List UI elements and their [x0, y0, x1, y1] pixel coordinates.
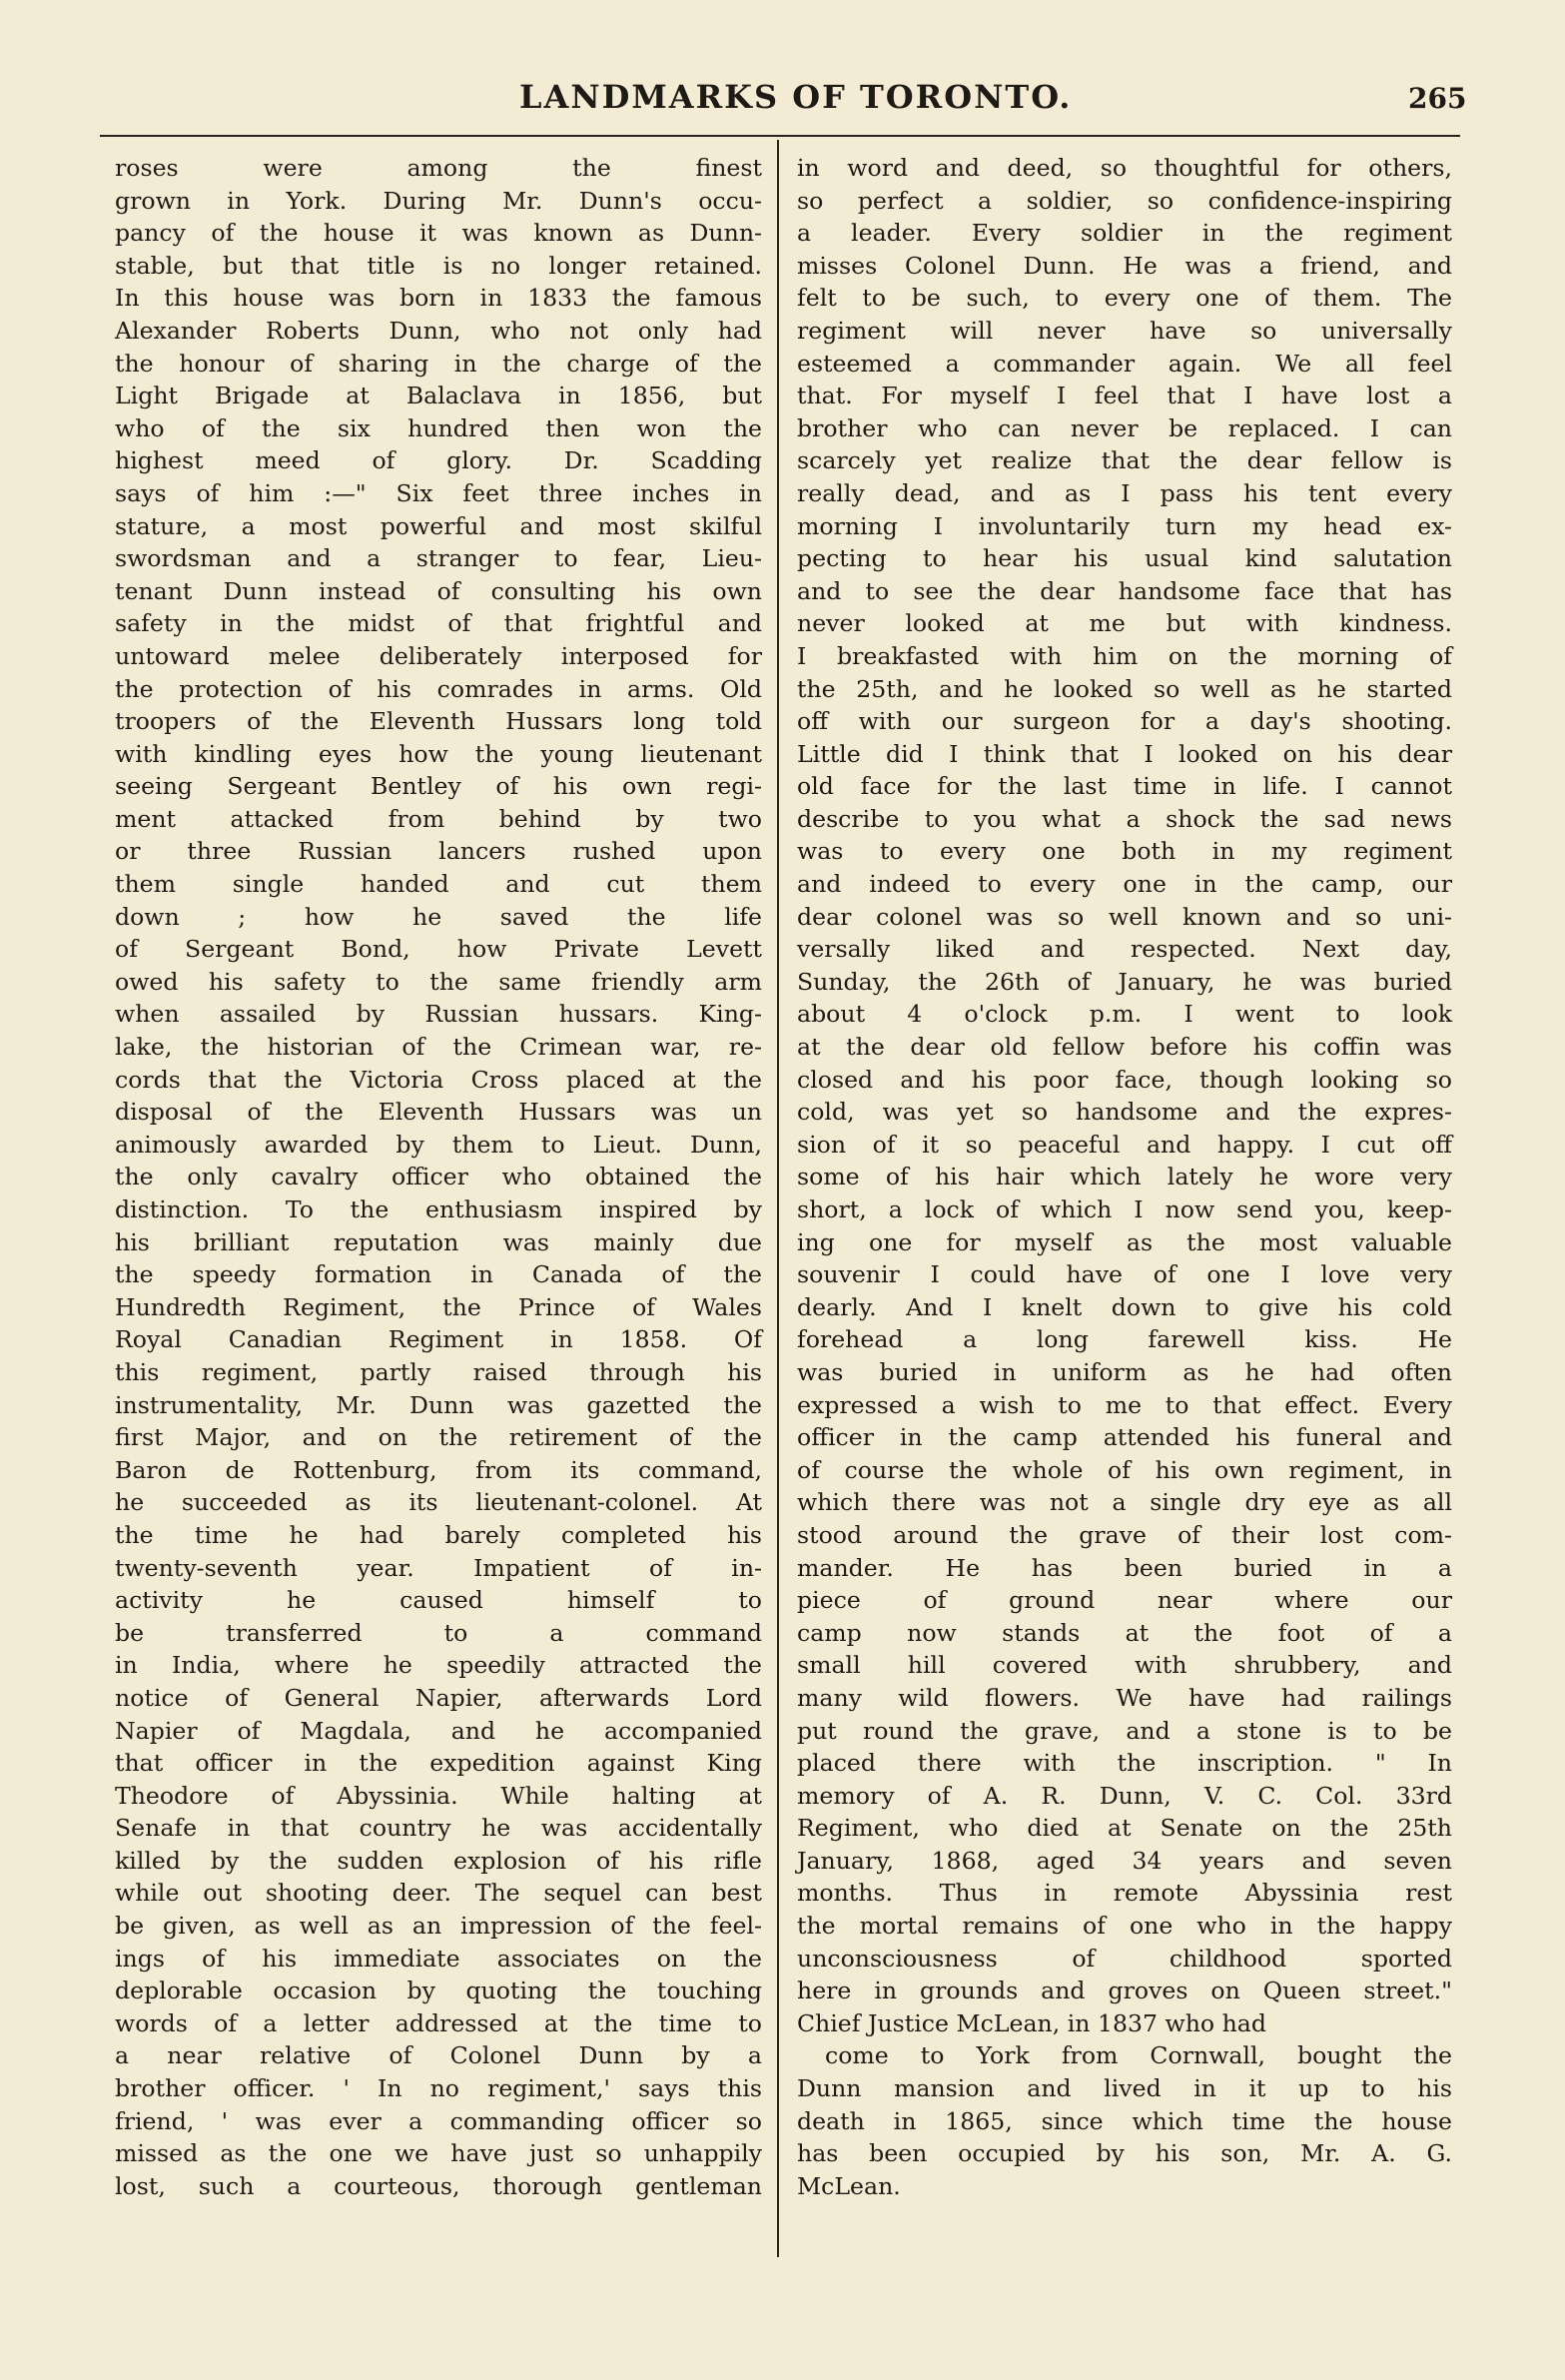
- text-line: safety in the midst of that frightful and: [115, 609, 762, 638]
- text-line: in India, where he speedily attracted the: [115, 1651, 762, 1680]
- text-line: with kindling eyes how the young lieutenant: [115, 739, 762, 768]
- text-line: the time he had barely completed his: [115, 1520, 762, 1549]
- text-line: them single handed and cut them: [115, 870, 762, 899]
- text-line: Dunn mansion and lived in it up to his: [797, 2074, 1452, 2103]
- running-title: LANDMARKS OF TORONTO.: [519, 78, 1073, 116]
- text-line: come to York from Cornwall, bought the: [825, 2041, 1452, 2070]
- text-line: camp now stands at the foot of a: [797, 1618, 1452, 1647]
- text-line: he succeeded as its lieutenant-colonel. At: [115, 1488, 762, 1517]
- text-line: animously awarded by them to Lieut. Dunn,: [115, 1130, 762, 1159]
- column-divider: [777, 140, 779, 2257]
- text-line: missed as the one we have just so unhappily: [115, 2139, 762, 2168]
- right-column: [797, 152, 1452, 2202]
- text-line: stable, but that title is no longer retained.: [115, 251, 762, 280]
- text-line: says of him :—" Six feet three inches in: [115, 478, 762, 507]
- text-line: mander. He has been buried in a: [797, 1553, 1452, 1582]
- text-line: stature, a most powerful and most skilful: [115, 511, 762, 540]
- page-number: 265: [1408, 82, 1467, 115]
- text-line: roses were among the finest: [115, 154, 762, 182]
- text-line: closed and his poor face, though looking so: [797, 1065, 1452, 1094]
- text-line: at the dear old fellow before his coffin was: [797, 1033, 1452, 1062]
- text-line: Alexander Roberts Dunn, who not only had: [115, 316, 762, 345]
- text-line: while out shooting deer. The sequel can best: [115, 1879, 762, 1908]
- text-line: Sunday, the 26th of January, he was buried: [797, 967, 1452, 996]
- header-rule: [100, 135, 1460, 137]
- text-line: Theodore of Abyssinia. While halting at: [115, 1781, 762, 1810]
- text-line: ing one for myself as the most valuable: [797, 1227, 1452, 1256]
- text-line: cold, was yet so handsome and the expres-: [797, 1098, 1452, 1127]
- text-line: or three Russian lancers rushed upon: [115, 837, 762, 866]
- text-line: the mortal remains of one who in the happy: [797, 1912, 1452, 1941]
- text-line: brother who can never be replaced. I can: [797, 413, 1452, 442]
- text-line: dearly. And I knelt down to give his cold: [797, 1292, 1452, 1321]
- page-header: [0, 78, 1565, 128]
- text-line: scarcely yet realize that the dear fellow is: [797, 446, 1452, 475]
- text-line: owed his safety to the same friendly arm: [115, 967, 762, 996]
- text-line: about 4 o'clock p.m. I went to look: [797, 1000, 1452, 1029]
- text-line: lake, the historian of the Crimean war, re-: [115, 1033, 762, 1062]
- text-line: activity he caused himself to: [115, 1586, 762, 1615]
- text-line: tenant Dunn instead of consulting his own: [115, 576, 762, 605]
- text-line: regiment will never have so universally: [797, 316, 1452, 345]
- text-line: the 25th, and he looked so well as he started: [797, 674, 1452, 703]
- text-line: which there was not a single dry eye as all: [797, 1488, 1452, 1517]
- left-column: [115, 152, 762, 2202]
- text-line: words of a letter addressed at the time to: [115, 2008, 762, 2037]
- text-line: death in 1865, since which time the house: [797, 2106, 1452, 2135]
- text-line: distinction. To the enthusiasm inspired by: [115, 1195, 762, 1223]
- text-line: Napier of Magdala, and he accompanied: [115, 1716, 762, 1745]
- text-line: officer in the camp attended his funeral and: [797, 1423, 1452, 1452]
- text-line: and to see the dear handsome face that has: [797, 576, 1452, 605]
- text-line: I breakfasted with him on the morning of: [797, 641, 1452, 670]
- text-line: here in grounds and groves on Queen street.": [797, 1977, 1452, 2005]
- text-line: pancy of the house it was known as Dunn-: [115, 219, 762, 248]
- text-line: the honour of sharing in the charge of the: [115, 349, 762, 378]
- text-line: pecting to hear his usual kind salutation: [797, 544, 1452, 573]
- text-line: esteemed a commander again. We all feel: [797, 349, 1452, 378]
- text-line: stood around the grave of their lost com-: [797, 1520, 1452, 1549]
- text-line: In this house was born in 1833 the famous: [115, 284, 762, 313]
- text-line: that. For myself I feel that I have lost a: [797, 382, 1452, 410]
- text-line: morning I involuntarily turn my head ex-: [797, 511, 1452, 540]
- text-line: brother officer. ' In no regiment,' says this: [115, 2074, 762, 2103]
- text-line: placed there with the inscription. " In: [797, 1749, 1452, 1778]
- text-line: small hill covered with shrubbery, and: [797, 1651, 1452, 1680]
- text-line: souvenir I could have of one I love very: [797, 1260, 1452, 1289]
- text-line: off with our surgeon for a day's shooting.: [797, 707, 1452, 736]
- text-line: in word and deed, so thoughtful for others,: [797, 154, 1452, 182]
- text-line: disposal of the Eleventh Hussars was un: [115, 1098, 762, 1127]
- text-line: be given, as well as an impression of the feel-: [115, 1912, 762, 1941]
- text-line: Royal Canadian Regiment in 1858. Of: [115, 1325, 762, 1354]
- text-line: so perfect a soldier, so confidence-inspiring: [797, 186, 1452, 215]
- text-line: killed by the sudden explosion of his rifle: [115, 1846, 762, 1875]
- text-line: unconsciousness of childhood sported: [797, 1944, 1452, 1973]
- text-line: cords that the Victoria Cross placed at the: [115, 1065, 762, 1094]
- text-line: piece of ground near where our: [797, 1586, 1452, 1615]
- text-line: was to every one both in my regiment: [797, 837, 1452, 866]
- text-line: really dead, and as I pass his tent every: [797, 478, 1452, 507]
- text-line: instrumentality, Mr. Dunn was gazetted the: [115, 1390, 762, 1419]
- text-line: highest meed of glory. Dr. Scadding: [115, 446, 762, 475]
- text-line: this regiment, partly raised through his: [115, 1357, 762, 1386]
- text-line: Regiment, who died at Senate on the 25th: [797, 1814, 1452, 1843]
- text-line: who of the six hundred then won the: [115, 413, 762, 442]
- text-line: put round the grave, and a stone is to be: [797, 1716, 1452, 1745]
- text-line: grown in York. During Mr. Dunn's occu-: [115, 186, 762, 215]
- text-line: that officer in the expedition against King: [115, 1749, 762, 1778]
- text-line: swordsman and a stranger to fear, Lieu-: [115, 544, 762, 573]
- text-line: forehead a long farewell kiss. He: [797, 1325, 1452, 1354]
- text-line: versally liked and respected. Next day,: [797, 935, 1452, 964]
- text-line: Baron de Rottenburg, from its command,: [115, 1455, 762, 1484]
- text-line: has been occupied by his son, Mr. A. G.: [797, 2139, 1452, 2168]
- text-line: ings of his immediate associates on the: [115, 1944, 762, 1973]
- text-line: the protection of his comrades in arms. Old: [115, 674, 762, 703]
- text-line: Light Brigade at Balaclava in 1856, but: [115, 382, 762, 410]
- text-line: felt to be such, to every one of them. The: [797, 284, 1452, 313]
- text-line: McLean.: [797, 2171, 901, 2200]
- text-line: the only cavalry officer who obtained the: [115, 1163, 762, 1191]
- text-line: notice of General Napier, afterwards Lord: [115, 1683, 762, 1712]
- text-line: lost, such a courteous, thorough gentleman: [115, 2171, 762, 2200]
- text-line: be transferred to a command: [115, 1618, 762, 1647]
- text-line: January, 1868, aged 34 years and seven: [797, 1846, 1452, 1875]
- text-line: memory of A. R. Dunn, V. C. Col. 33rd: [797, 1781, 1452, 1810]
- text-line: seeing Sergeant Bentley of his own regi-: [115, 772, 762, 801]
- text-line: of Sergeant Bond, how Private Levett: [115, 935, 762, 964]
- text-line: many wild flowers. We have had railings: [797, 1683, 1452, 1712]
- text-line: troopers of the Eleventh Hussars long told: [115, 707, 762, 736]
- text-line: some of his hair which lately he wore very: [797, 1163, 1452, 1191]
- text-line: misses Colonel Dunn. He was a friend, and: [797, 251, 1452, 280]
- text-line: Little did I think that I looked on his dear: [797, 739, 1452, 768]
- text-line: short, a lock of which I now send you, keep-: [797, 1195, 1452, 1223]
- text-line: was buried in uniform as he had often: [797, 1357, 1452, 1386]
- text-line: a leader. Every soldier in the regiment: [797, 219, 1452, 248]
- text-line: untoward melee deliberately interposed for: [115, 641, 762, 670]
- text-line: of course the whole of his own regiment, in: [797, 1455, 1452, 1484]
- text-line: describe to you what a shock the sad news: [797, 804, 1452, 833]
- text-line: Senafe in that country he was accidentally: [115, 1814, 762, 1843]
- text-line: expressed a wish to me to that effect. Every: [797, 1390, 1452, 1419]
- text-line: old face for the last time in life. I cannot: [797, 772, 1452, 801]
- text-line: twenty-seventh year. Impatient of in-: [115, 1553, 762, 1582]
- text-line: never looked at me but with kindness.: [797, 609, 1452, 638]
- text-line: Chief Justice McLean, in 1837 who had: [797, 2008, 1266, 2037]
- text-line: when assailed by Russian hussars. King-: [115, 1000, 762, 1029]
- text-line: his brilliant reputation was mainly due: [115, 1227, 762, 1256]
- text-line: first Major, and on the retirement of the: [115, 1423, 762, 1452]
- text-line: Hundredth Regiment, the Prince of Wales: [115, 1292, 762, 1321]
- text-line: the speedy formation in Canada of the: [115, 1260, 762, 1289]
- text-line: deplorable occasion by quoting the touching: [115, 1977, 762, 2005]
- text-line: ment attacked from behind by two: [115, 804, 762, 833]
- text-line: dear colonel was so well known and so uni-: [797, 902, 1452, 931]
- text-line: sion of it so peaceful and happy. I cut off: [797, 1130, 1452, 1159]
- text-line: down ; how he saved the life: [115, 902, 762, 931]
- text-line: months. Thus in remote Abyssinia rest: [797, 1879, 1452, 1908]
- text-line: a near relative of Colonel Dunn by a: [115, 2041, 762, 2070]
- text-line: friend, ' was ever a commanding officer so: [115, 2106, 762, 2135]
- text-line: and indeed to every one in the camp, our: [797, 870, 1452, 899]
